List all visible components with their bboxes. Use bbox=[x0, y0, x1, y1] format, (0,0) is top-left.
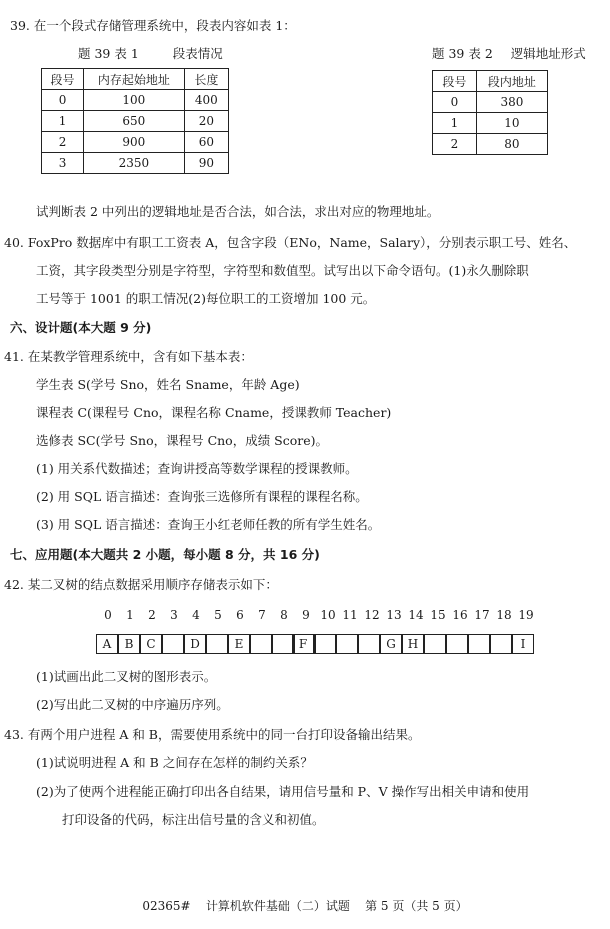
q40-line1: 40. FoxPro 数据库中有职工工资表 A，包含字段（ENo，Name，Salary），分别表示职工号、姓名、 bbox=[4, 235, 577, 250]
q41-part2: (2) 用 SQL 语言描述：查询张三选修所有课程的课程名称。 bbox=[36, 489, 368, 504]
table-header-cell: 段号 bbox=[433, 71, 477, 92]
table1-caption-id: 题 39 表 1 bbox=[78, 46, 139, 61]
q43-part2-line2: 打印设备的代码，标注出信号量的含义和初值。 bbox=[62, 812, 325, 827]
array-index: 6 bbox=[236, 608, 244, 622]
table-cell: 900 bbox=[84, 132, 185, 153]
table-cell: 2 bbox=[42, 132, 84, 153]
array-cell: B bbox=[118, 634, 140, 654]
table-cell: 650 bbox=[84, 111, 185, 132]
table2-caption-id: 题 39 表 2 bbox=[432, 46, 493, 61]
table-cell: 1 bbox=[433, 113, 477, 134]
q39-question: 试判断表 2 中列出的逻辑地址是否合法，如合法，求出对应的物理地址。 bbox=[36, 204, 440, 219]
q42-part2: (2)写出此二叉树的中序遍历序列。 bbox=[36, 697, 229, 712]
array-index: 15 bbox=[430, 608, 446, 622]
array-index: 14 bbox=[408, 608, 424, 622]
q39-text: 39. 在一个段式存储管理系统中，段表内容如表 1： bbox=[10, 18, 296, 33]
array-cell: E bbox=[228, 634, 250, 654]
table-header-cell: 内存起始地址 bbox=[84, 69, 185, 90]
array-cell bbox=[446, 634, 468, 654]
table-header-cell: 段内地址 bbox=[476, 71, 547, 92]
q42-part1: (1)试画出此二叉树的图形表示。 bbox=[36, 669, 217, 684]
section-heading-6: 六、设计题(本大题 9 分) bbox=[10, 320, 152, 335]
array-cell: F bbox=[292, 634, 314, 654]
array-cell: C bbox=[140, 634, 162, 654]
table-header-row bbox=[42, 69, 229, 90]
array-index: 4 bbox=[192, 608, 200, 622]
array-index: 1 bbox=[126, 608, 134, 622]
array-cell bbox=[358, 634, 380, 654]
table-cell: 80 bbox=[476, 134, 547, 155]
table-cell: 400 bbox=[184, 90, 228, 111]
table1-caption-title: 段表情况 bbox=[172, 46, 223, 61]
array-index: 18 bbox=[496, 608, 512, 622]
table-cell: 1 bbox=[42, 111, 84, 132]
array-cell: G bbox=[380, 634, 402, 654]
array-cell bbox=[336, 634, 358, 654]
table-cell: 20 bbox=[184, 111, 228, 132]
array-cell bbox=[206, 634, 228, 654]
table-row bbox=[433, 134, 548, 155]
array-cell bbox=[250, 634, 272, 654]
table-cell: 90 bbox=[184, 153, 228, 174]
segment-table bbox=[41, 68, 229, 174]
table2-caption bbox=[432, 44, 586, 62]
table-row bbox=[433, 113, 548, 134]
array-index: 12 bbox=[364, 608, 380, 622]
q41-part1: (1) 用关系代数描述；查询讲授高等数学课程的授课教师。 bbox=[36, 461, 358, 476]
array-index: 16 bbox=[452, 608, 468, 622]
array-index: 8 bbox=[280, 608, 288, 622]
q43-part1: (1)试说明进程 A 和 B 之间存在怎样的制约关系？ bbox=[36, 755, 313, 770]
section-heading-7: 七、应用题(本大题共 2 小题，每小题 8 分，共 16 分) bbox=[10, 547, 320, 562]
array-index: 13 bbox=[386, 608, 402, 622]
array-index: 11 bbox=[342, 608, 358, 622]
logical-address-table bbox=[432, 70, 548, 155]
array-index: 2 bbox=[148, 608, 156, 622]
table-row bbox=[42, 132, 229, 153]
array-cell bbox=[468, 634, 490, 654]
table-cell: 60 bbox=[184, 132, 228, 153]
table-cell: 2 bbox=[433, 134, 477, 155]
array-index: 19 bbox=[518, 608, 534, 622]
table-header-row bbox=[433, 71, 548, 92]
table-cell: 0 bbox=[433, 92, 477, 113]
array-cell: I bbox=[512, 634, 534, 654]
q41-table-s: 学生表 S(学号 Sno，姓名 Sname，年龄 Age) bbox=[36, 377, 300, 392]
array-cell bbox=[424, 634, 446, 654]
q40-line2: 工资，其字段类型分别是字符型，字符型和数值型。试写出以下命令语句。(1)永久删除职 bbox=[36, 263, 529, 278]
array-cell: D bbox=[184, 634, 206, 654]
table-cell: 2350 bbox=[84, 153, 185, 174]
q43-intro: 43. 有两个用户进程 A 和 B，需要使用系统中的同一台打印设备输出结果。 bbox=[4, 727, 421, 742]
q41-table-sc: 选修表 SC(学号 Sno，课程号 Cno，成绩 Score)。 bbox=[36, 433, 329, 448]
array-cell bbox=[314, 634, 336, 654]
table2-caption-title: 逻辑地址形式 bbox=[510, 46, 586, 61]
q41-intro: 41. 在某教学管理系统中，含有如下基本表： bbox=[4, 349, 253, 364]
array-index: 9 bbox=[302, 608, 310, 622]
q42-intro: 42. 某二叉树的结点数据采用顺序存储表示如下： bbox=[4, 577, 278, 592]
array-index: 17 bbox=[474, 608, 490, 622]
array-cell bbox=[272, 634, 294, 654]
table-row bbox=[42, 90, 229, 111]
table-cell: 3 bbox=[42, 153, 84, 174]
array-index: 10 bbox=[320, 608, 336, 622]
table-row bbox=[433, 92, 548, 113]
table-row bbox=[42, 111, 229, 132]
q41-part3: (3) 用 SQL 语言描述：查询王小红老师任教的所有学生姓名。 bbox=[36, 517, 381, 532]
array-cell: A bbox=[96, 634, 118, 654]
table-cell: 0 bbox=[42, 90, 84, 111]
table-header-cell: 段号 bbox=[42, 69, 84, 90]
table-header-cell: 长度 bbox=[184, 69, 228, 90]
array-index: 5 bbox=[214, 608, 222, 622]
array-index: 0 bbox=[104, 608, 112, 622]
page-footer: 02365# 计算机软件基础（二）试题 第 5 页（共 5 页） bbox=[142, 899, 468, 913]
array-cell bbox=[490, 634, 512, 654]
table-row bbox=[42, 153, 229, 174]
array-cell: H bbox=[402, 634, 424, 654]
q43-part2-line1: (2)为了使两个进程能正确打印出各自结果，请用信号量和 P、V 操作写出相关申请和使用 bbox=[36, 784, 530, 799]
q41-table-c: 课程表 C(课程号 Cno，课程名称 Cname，授课教师 Teacher) bbox=[36, 405, 392, 420]
table-cell: 380 bbox=[476, 92, 547, 113]
array-cell bbox=[162, 634, 184, 654]
q40-line3: 工号等于 1001 的职工情况(2)每位职工的工资增加 100 元。 bbox=[36, 291, 376, 306]
table-cell: 100 bbox=[84, 90, 185, 111]
table-cell: 10 bbox=[476, 113, 547, 134]
array-index: 7 bbox=[258, 608, 266, 622]
array-index: 3 bbox=[170, 608, 178, 622]
table1-caption bbox=[78, 44, 223, 62]
